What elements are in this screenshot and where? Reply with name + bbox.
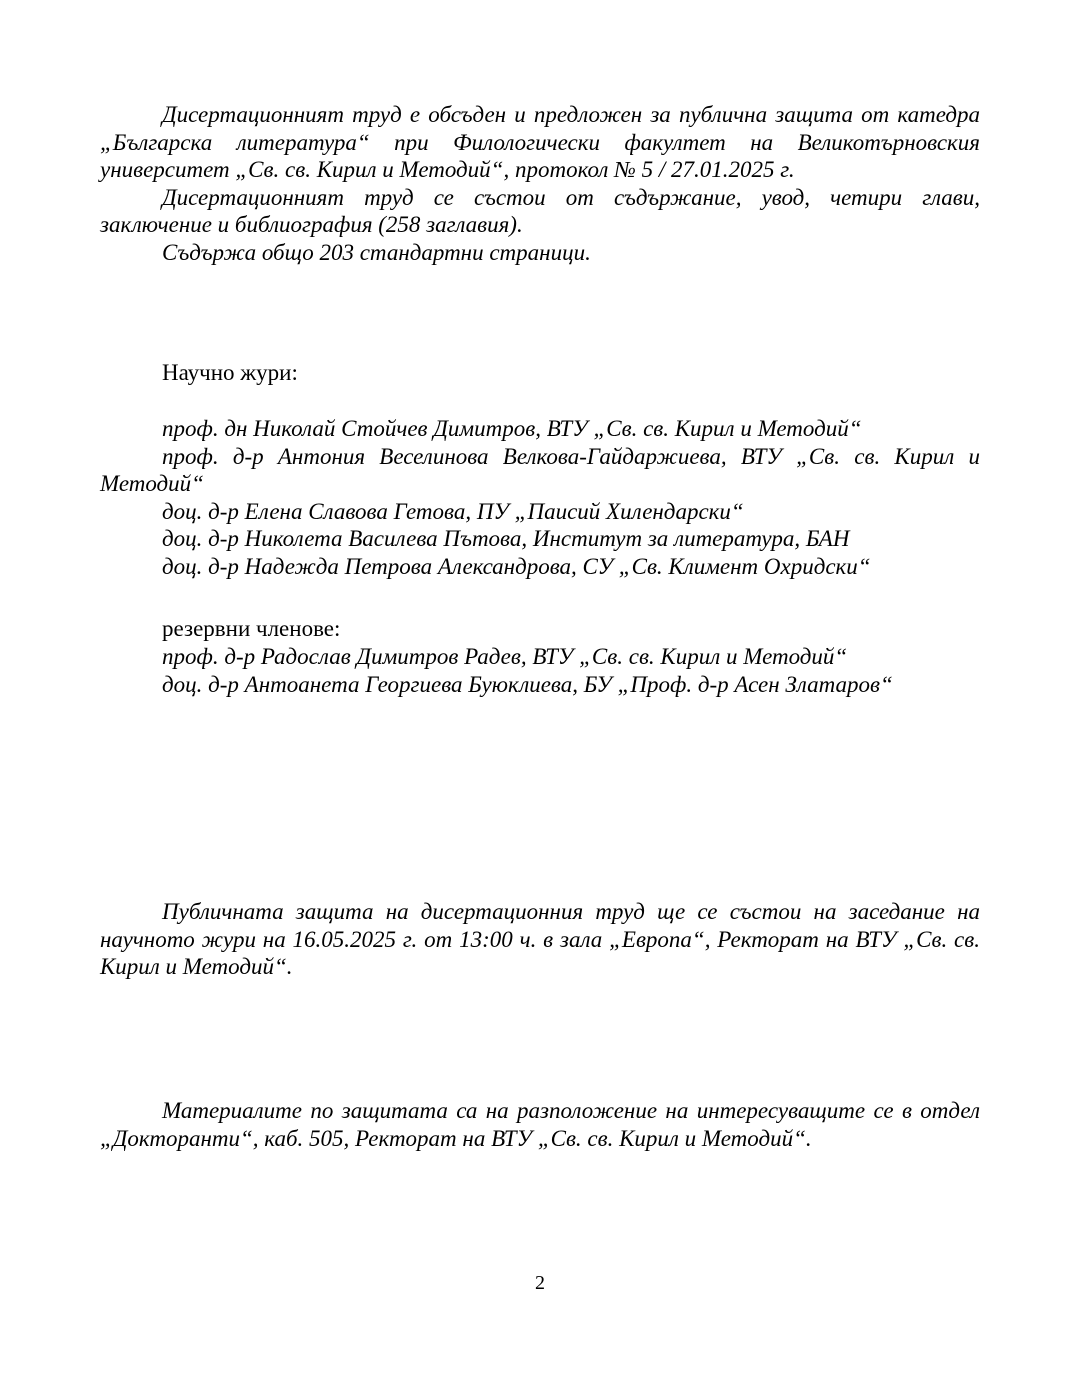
reserve-member: проф. д-р Радослав Димитров Радев, ВТУ „Св. св. Кирил и Методий“ bbox=[162, 644, 848, 669]
intro-paragraph-protocol: Дисертационният труд е обсъден и предложен за публична защита от катедра „Българска литература“ при Филологически факултет на Великотърновския университет „Св. св. Кирил и Методий“, протокол № 5 / 27.01.2025 г. bbox=[100, 102, 980, 182]
page-number: 2 bbox=[535, 1272, 545, 1294]
materials-paragraph: Материалите по защитата са на разположение на интересуващите се в отдел „Докторанти“, каб. 505, Ректорат на ВТУ „Св. св. Кирил и Методий“. bbox=[100, 1098, 980, 1151]
reserve-member: доц. д-р Антоанета Георгиева Буюклиева, БУ „Проф. д-р Асен Златаров“ bbox=[162, 671, 893, 697]
jury-heading-block bbox=[100, 359, 980, 387]
jury-member: проф. д-р Антония Веселинова Велкова-Гайдаржиева, ВТУ „Св. св. Кирил и Методий“ bbox=[100, 443, 980, 496]
jury-member: доц. д-р Надежда Петрова Александрова, СУ „Св. Климент Охридски“ bbox=[162, 553, 871, 579]
materials-section bbox=[100, 1097, 980, 1152]
reserve-members-heading: резервни членове: bbox=[162, 616, 341, 641]
reserve-heading-block bbox=[100, 615, 980, 643]
defense-section bbox=[100, 898, 980, 981]
jury-member: доц. д-р Николета Василева Пътова, Институт за литература, БАН bbox=[162, 526, 850, 551]
jury-member: проф. дн Николай Стойчев Димитров, ВТУ „Св. св. Кирил и Методий“ bbox=[162, 416, 862, 441]
reserve-members-list bbox=[100, 643, 980, 698]
defense-paragraph: Публичната защита на дисертационния труд ще се състои на заседание на научното жури на 16.05.2025 г. от 13:00 ч. в зала „Европа“, Ректорат на ВТУ „Св. св. Кирил и Методий“. bbox=[100, 899, 980, 979]
intro-paragraph-pages: Съдържа общо 203 стандартни страници. bbox=[162, 239, 591, 265]
jury-heading: Научно жури: bbox=[162, 360, 298, 385]
jury-members-list bbox=[100, 415, 980, 580]
intro-paragraph-structure: Дисертационният труд се състои от съдържание, увод, четири глави, заключение и библиография (258 заглавия). bbox=[100, 184, 980, 237]
intro-section bbox=[100, 101, 980, 266]
jury-member: доц. д-р Елена Славова Гетова, ПУ „Паисий Хилендарски“ bbox=[162, 498, 744, 524]
